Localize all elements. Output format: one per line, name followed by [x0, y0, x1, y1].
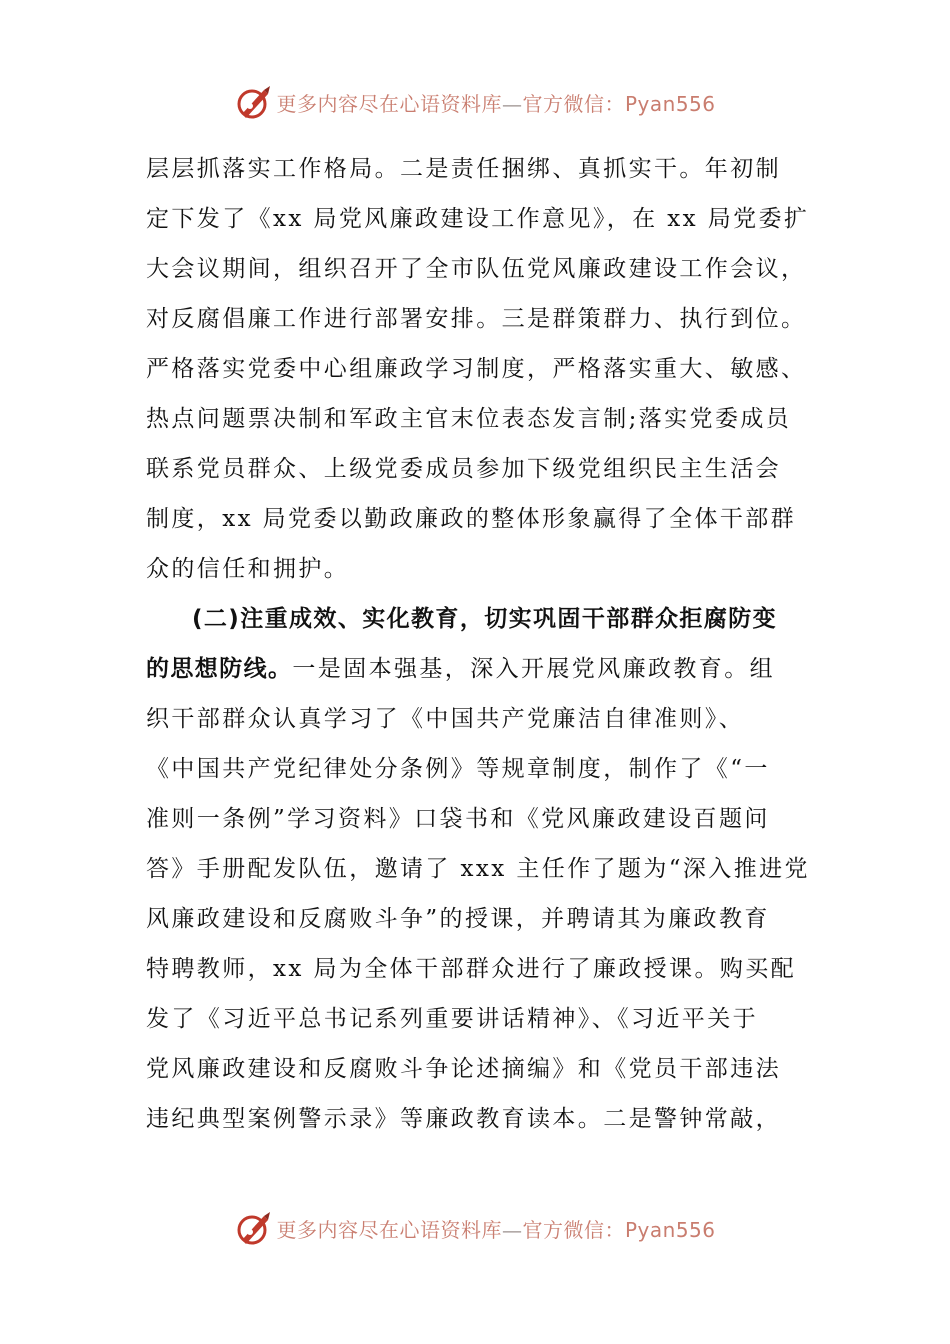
- text-line: 联系党员群众、上级党委成员参加下级党组织民主生活会: [146, 456, 781, 482]
- section-heading: (二)注重成效、实化教育，切实巩固干部群众拒腐防变: [192, 606, 778, 632]
- text-line: 定下发了《xx 局党风廉政建设工作意见》，在 xx 局党委扩: [146, 206, 810, 232]
- text-line: 对反腐倡廉工作进行部署安排。三是群策群力、执行到位。: [146, 306, 807, 332]
- pen-logo-icon: [234, 1208, 274, 1248]
- text-line: 织干部群众认真学习了《中国共产党廉洁自律准则》、: [146, 706, 745, 732]
- text-run: 一是固本强基，深入开展党风廉政教育。组: [292, 656, 776, 682]
- text-line: 党风廉政建设和反腐败斗争论述摘编》和《党员干部违法: [146, 1056, 781, 1082]
- text-line: 严格落实党委中心组廉政学习制度，严格落实重大、敏感、: [146, 356, 807, 382]
- header-banner: [0, 82, 950, 122]
- text-line: 制度，xx 局党委以勤政廉政的整体形象赢得了全体干部群: [146, 506, 797, 532]
- text-line: 热点问题票决制和军政主官末位表态发言制;落实党委成员: [146, 406, 792, 432]
- text-line: 大会议期间，组织召开了全市队伍党风廉政建设工作会议，: [146, 256, 807, 282]
- text-line: 众的信任和拥护。: [146, 556, 350, 582]
- section-heading-end: 的思想防线。: [146, 656, 293, 682]
- text-line: 《中国共产党纪律处分条例》等规章制度，制作了《“一: [146, 756, 770, 782]
- section-heading-continuation: [146, 644, 806, 694]
- footer-banner: [0, 1208, 950, 1248]
- document-body: [146, 144, 810, 1144]
- text-line: 特聘教师，xx 局为全体干部群众进行了廉政授课。购买配: [146, 956, 797, 982]
- text-line: 答》手册配发队伍，邀请了 xxx 主任作了题为“深入推进党: [146, 856, 810, 882]
- text-line: 准则一条例”学习资料》口袋书和《党风廉政建设百题问: [146, 806, 770, 832]
- banner-text: 更多内容尽在心语资料库—官方微信：Pyan556: [276, 1217, 716, 1242]
- text-line: 违纪典型案例警示录》等廉政教育读本。二是警钟常敲，: [146, 1106, 781, 1132]
- text-line: 层层抓落实工作格局。二是责任捆绑、真抓实干。年初制: [146, 156, 781, 182]
- banner-text: 更多内容尽在心语资料库—官方微信：Pyan556: [276, 91, 716, 116]
- text-line: 风廉政建设和反腐败斗争”的授课，并聘请其为廉政教育: [146, 906, 770, 932]
- text-line: 发了《习近平总书记系列重要讲话精神》、《习近平关于: [146, 1006, 758, 1032]
- pen-logo-icon: [234, 82, 274, 122]
